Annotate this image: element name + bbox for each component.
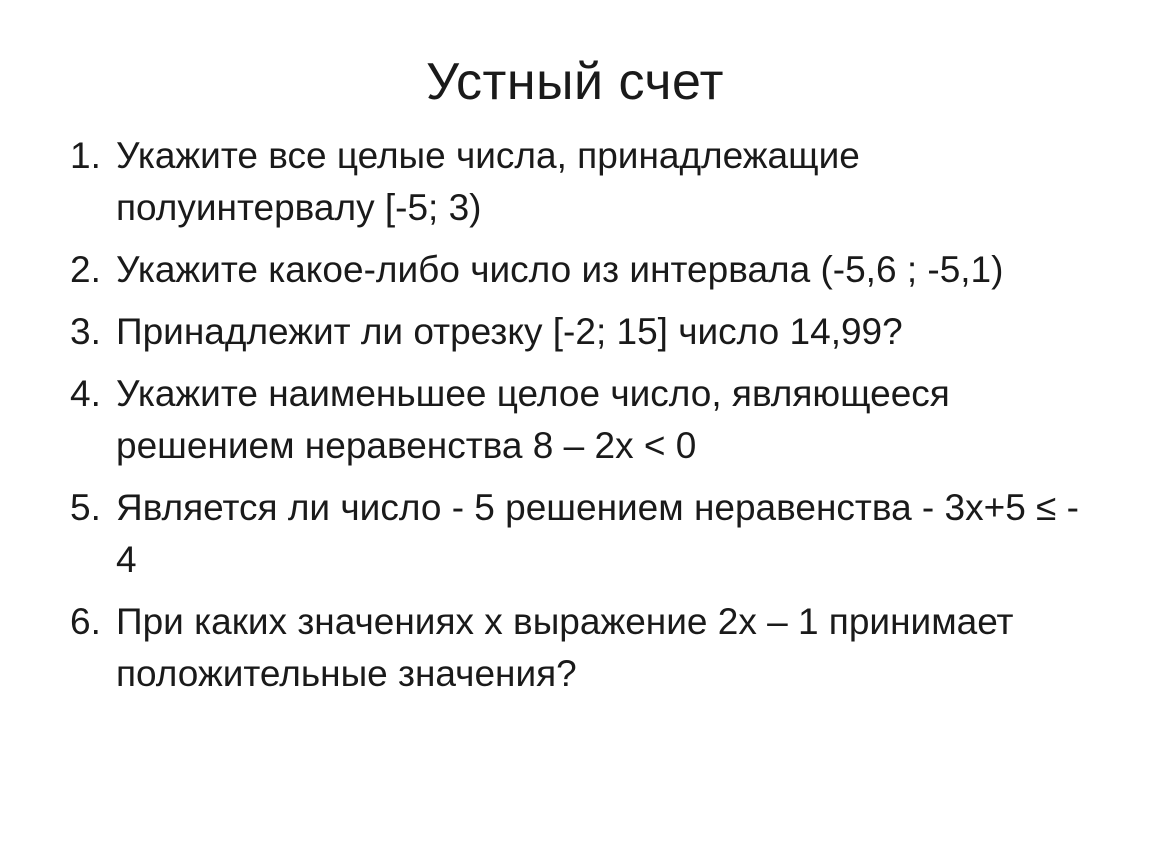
question-item-5 <box>70 482 1100 586</box>
question-text: Является ли число - 5 решением неравенства - 3х+5 ≤ - 4 <box>116 487 1079 580</box>
question-number: 4. <box>70 373 101 414</box>
question-item-1 <box>70 130 1100 234</box>
question-number: 6. <box>70 601 101 642</box>
question-item-3 <box>70 306 1100 358</box>
question-item-4 <box>70 368 1100 472</box>
question-text: При каких значениях х выражение 2х – 1 принимает положительные значения? <box>116 601 1014 694</box>
question-text: Принадлежит ли отрезку [-2; 15] число 14,99? <box>116 311 903 352</box>
question-number: 5. <box>70 487 101 528</box>
question-number: 1. <box>70 135 101 176</box>
question-text: Укажите все целые числа, принадлежащие полуинтервалу [-5; 3) <box>116 135 860 228</box>
slide-title: Устный счет <box>426 53 724 111</box>
question-text: Укажите какое-либо число из интервала (-5,6 ; -5,1) <box>116 249 1004 290</box>
question-list <box>70 130 1100 710</box>
question-number: 3. <box>70 311 101 352</box>
question-text: Укажите наименьшее целое число, являющееся решением неравенства 8 – 2х < 0 <box>116 373 950 466</box>
question-item-2 <box>70 244 1100 296</box>
question-item-6 <box>70 596 1100 700</box>
question-number: 2. <box>70 249 101 290</box>
